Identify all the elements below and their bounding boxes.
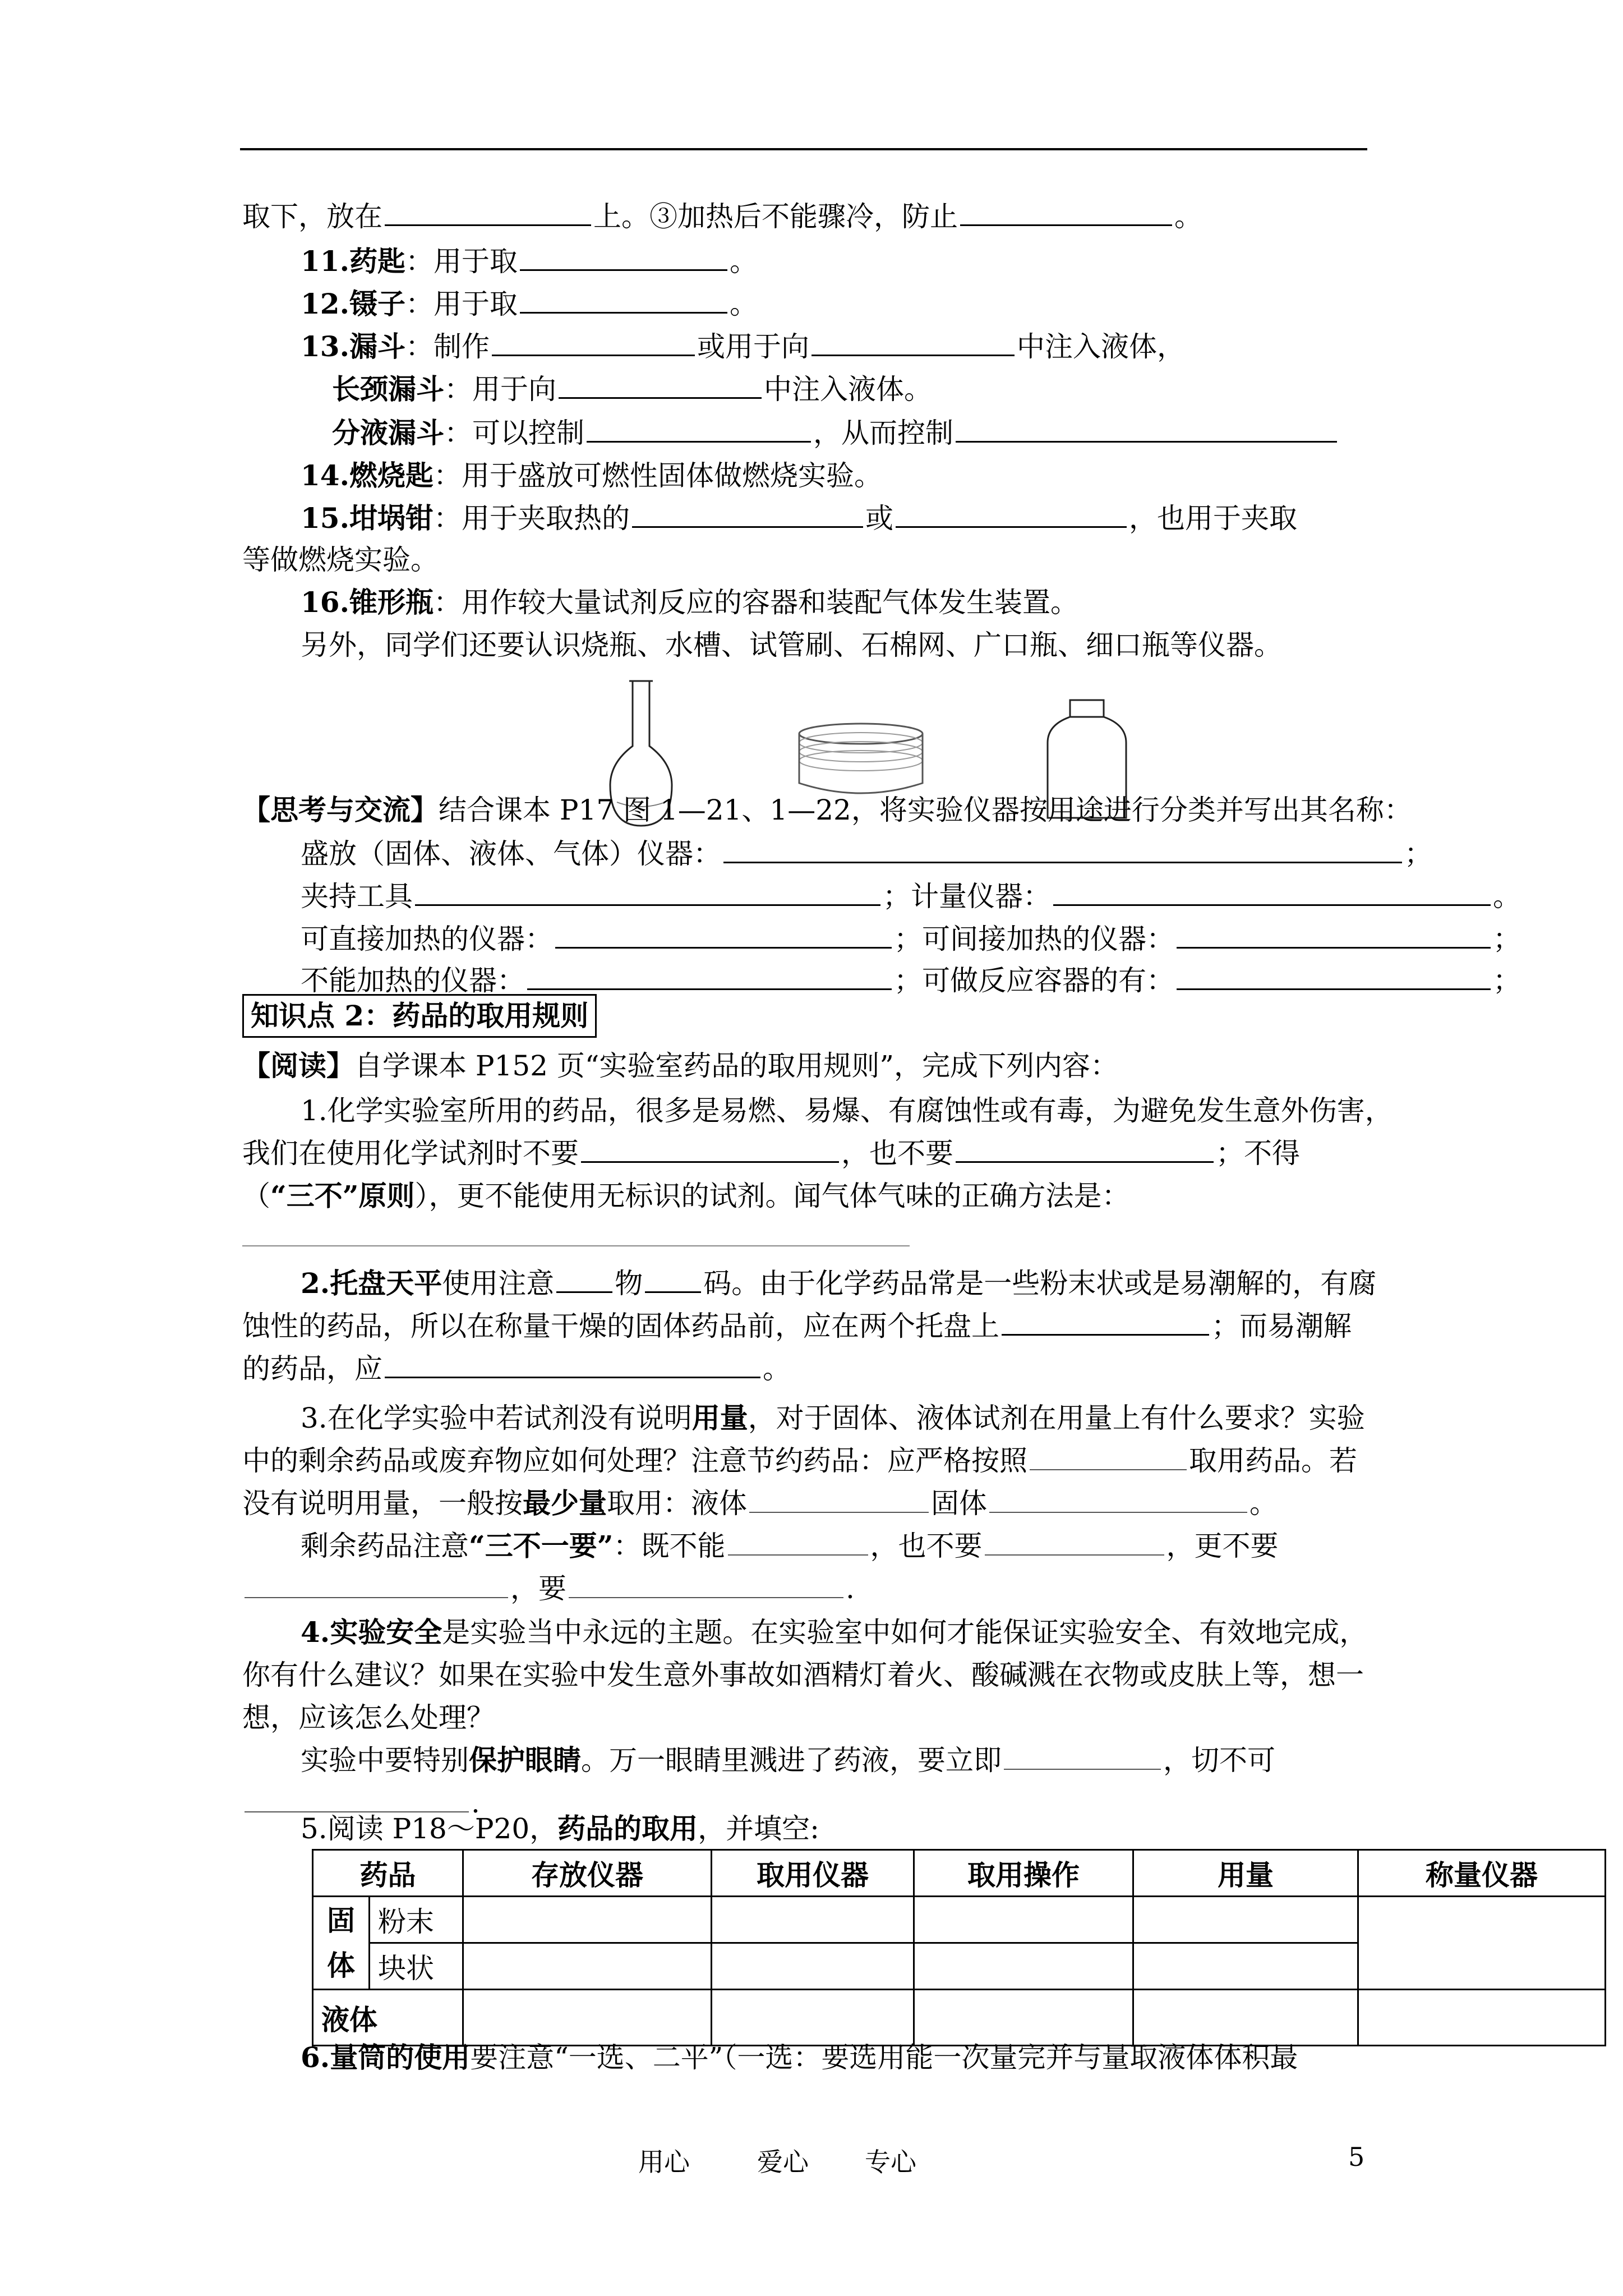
text: 。 [1249,1487,1278,1520]
line-11 [301,240,1505,283]
blank[interactable] [587,413,811,443]
line-containers [301,832,1505,875]
text: 物 [615,1267,643,1300]
blank[interactable] [985,1526,1164,1556]
line-15-cont [242,539,1505,581]
line-q1b [242,1132,1505,1175]
text: ，并填空: [698,1812,819,1845]
blank[interactable] [645,1263,701,1293]
text: 码。由于化学药品常是一些粉末状或是易潮解的，有腐 [703,1267,1377,1300]
item-title: 燃烧匙 [349,459,434,492]
line-q3d [301,1525,1505,1567]
text: 。 [730,245,758,278]
line-q4a [301,1611,1505,1654]
reagent-table [312,1849,1606,2046]
line-15 [301,497,1505,540]
text: 中注入液体， [1017,330,1185,363]
blank[interactable] [1053,876,1491,906]
blank[interactable] [520,241,727,271]
col-header: 存放仪器 [463,1850,712,1897]
item-title: 锥形瓶 [349,586,434,619]
text: 是实验当中永远的主题。在实验室中如何才能保证实验安全、有效地完成， [442,1616,1368,1649]
item-title: 长颈漏斗 [332,372,444,406]
text: 取用药品。若 [1189,1444,1357,1477]
text: ：用于向 [444,373,556,406]
line-q2c [242,1347,1505,1390]
table-cell[interactable] [463,1897,712,1943]
blank[interactable] [581,1133,839,1163]
table-cell[interactable] [712,1943,914,1990]
text: 想，应该怎么处理？ [242,1701,495,1734]
blank[interactable] [956,1133,1214,1163]
text: 。 [730,288,758,320]
text: ，从而控制 [813,417,953,449]
item-title: 托盘天平 [330,1267,442,1300]
line-q3e [242,1567,1505,1610]
text: ； [1493,964,1521,997]
col-header: 用量 [1133,1850,1358,1897]
blank[interactable] [492,326,695,356]
text: 取下，放在 [242,200,382,233]
blank[interactable] [569,1569,843,1598]
table-cell[interactable] [1133,1897,1358,1943]
item-title: 漏斗 [349,330,405,363]
footer-motto-1: 用心 [638,2147,690,2177]
footer-motto-2: 爱心 [757,2147,809,2177]
text: 1.化学实验室所用的药品，很多是易燃、易爆、有腐蚀性或有毒，为避免发生意外伤害， [301,1094,1393,1127]
text: ：用于取 [405,245,518,278]
table-cell[interactable] [914,1897,1133,1943]
blank[interactable] [811,326,1015,356]
table-cell[interactable] [463,1943,712,1990]
text: 或用于向 [697,330,809,363]
text: 另外，同学们还要认识烧瓶、水槽、试管刷、石棉网、广口瓶、细口瓶等仪器。 [301,629,1282,661]
line-q4b [242,1654,1505,1696]
text: 5.阅读 P18～P20， [301,1812,558,1845]
blank[interactable] [555,919,892,949]
blank[interactable] [385,196,591,226]
water-trough-icon [796,721,925,800]
footer-motto-3: 专心 [865,2147,916,2177]
item-number: 4. [301,1616,330,1649]
item-title: 药匙 [349,245,405,278]
line-q5 [301,1807,1505,1850]
line-q3c [242,1482,1505,1525]
text: 夹持工具 [301,880,413,913]
text: ；而易潮解 [1211,1310,1352,1342]
text: ，也不要 [870,1530,983,1562]
text: 固体 [931,1487,987,1520]
text: 没有说明用量，一般按 [242,1487,523,1520]
item-title: 分液漏斗 [332,416,444,449]
item-title: 镊子 [349,287,405,320]
item-title: 实验安全 [330,1616,442,1649]
blank[interactable] [385,1349,760,1378]
text: ； [1493,923,1521,955]
blank[interactable] [749,1484,929,1513]
text: 要注意“一选、二平”（一选：要选用能一次量完并与量取液体体积最 [470,2041,1298,2074]
line-1 [242,195,1505,238]
line-q3a [301,1397,1505,1439]
text: 可直接加热的仪器： [301,923,553,955]
item-title: 坩埚钳 [349,501,434,535]
text: 中的剩余药品或废弃物应如何处理？注意节约药品：应严格按照 [242,1444,1027,1477]
blank[interactable] [960,196,1172,226]
text: ；不得 [1216,1137,1300,1170]
item-number: 12. [301,287,349,320]
blank[interactable] [415,876,880,906]
item-number: 14. [301,459,349,492]
line-14 [301,454,1505,497]
line-heat-direct [301,918,1521,960]
text: 实验中要特别 [301,1744,469,1777]
line-read [242,1045,1505,1087]
text: ：用于取 [405,288,518,320]
row-label: 粉末 [370,1897,463,1943]
row-label: 块状 [370,1943,463,1990]
text: 结合课本 P17 图 1—21、1—22，将实验仪器按用途进行分类并写出其名称： [439,794,1412,826]
text: 。万一眼睛里溅进了药液，要立即 [581,1744,1002,1777]
table-header-row [313,1850,1606,1897]
text: 自学课本 P152 页“实验室药品的取用规则”，完成下列内容： [354,1050,1118,1082]
line-holding-tools [301,875,1521,918]
emphasis: “三不”原则 [270,1179,415,1212]
table-cell[interactable] [1133,1943,1358,1990]
answer-line[interactable] [242,1245,910,1246]
line-long-funnel [332,368,1505,411]
blank[interactable] [520,284,727,314]
text: 3.在化学实验中若试剂没有说明 [301,1402,692,1434]
item-number: 11. [301,245,349,278]
text: 等做燃烧实验。 [242,544,439,576]
row-label: 液体 [313,1990,463,2046]
text: ，切不可 [1163,1744,1275,1777]
blank[interactable] [559,369,762,399]
blank[interactable] [896,498,1127,528]
emphasis: “三不一要” [469,1529,614,1562]
item-number: 2. [301,1267,330,1300]
section-heading: 知识点 2：药品的取用规则 [242,994,597,1038]
item-number: 6. [301,2041,330,2074]
text: ：用作较大量试剂反应的容器和装配气体发生装置。 [434,586,1078,619]
emphasis: 最少量 [523,1487,607,1520]
text: ：可以控制 [444,417,584,449]
table-cell[interactable] [712,1897,914,1943]
blank[interactable] [632,498,863,528]
line-q2a [301,1262,1505,1305]
text: （ [242,1180,270,1212]
blank[interactable] [1004,1741,1161,1770]
blank[interactable] [1177,919,1491,949]
text: 的药品，应 [242,1352,382,1385]
text: 固 [327,1903,355,1937]
text: ），更不能使用无标识的试剂。闻气体气味的正确方法是： [414,1180,1130,1212]
table-row [313,1897,1606,1943]
text: 你有什么建议？如果在实验中发生意外事故如酒精灯着火、酸碱溅在衣物或皮肤上等，想一 [242,1659,1364,1691]
text: ，要 [510,1572,566,1605]
item-number: 16. [301,586,349,619]
line-q4d [301,1739,1505,1782]
blank[interactable] [556,1263,612,1293]
text: 。 [763,1352,791,1385]
line-12 [301,283,1505,325]
emphasis: 保护眼睛 [469,1743,581,1777]
text: 上。③加热后不能骤冷，防止 [593,200,958,233]
blank[interactable] [1002,1306,1209,1336]
item-number: 15. [301,501,349,535]
blank[interactable] [728,1526,868,1556]
line-separatory-funnel [332,412,1505,454]
item-number: 13. [301,330,349,363]
text: ，也不要 [841,1137,953,1170]
line-others [301,624,1505,666]
blank[interactable] [1030,1441,1187,1470]
col-header: 取用操作 [914,1850,1133,1897]
item-title: 量筒的使用 [330,2041,471,2074]
text: ：制作 [405,330,490,363]
blank[interactable] [956,413,1337,443]
text: 或 [865,502,893,535]
line-13 [301,325,1505,368]
text: 剩余药品注意 [301,1530,469,1562]
text: ：既不能 [613,1530,726,1562]
blank[interactable] [723,834,1402,863]
col-header: 称量仪器 [1358,1850,1606,1897]
col-header: 药品 [313,1850,463,1897]
text: 。 [1493,880,1521,913]
line-q1c [242,1175,1505,1217]
text: 体 [327,1948,355,1982]
emphasis: 药品的取用 [557,1812,698,1845]
table-cell[interactable] [914,1943,1133,1990]
page-number: 5 [1348,2142,1365,2172]
table-cell[interactable] [1358,1897,1606,1990]
text: 我们在使用化学试剂时不要 [242,1137,579,1170]
text: 取用：液体 [607,1487,747,1520]
text: ，对于固体、液体试剂在用量上有什么要求？实验 [748,1402,1365,1434]
text: 中注入液体。 [764,373,932,406]
text: ：用于盛放可燃性固体做燃烧实验。 [434,459,882,492]
line-think [242,789,1505,831]
line-16 [301,581,1505,624]
text: . [846,1572,855,1605]
section-label: 【思考与交流】 [242,793,439,826]
text: ；计量仪器： [883,880,1051,913]
line-q6 [301,2036,1505,2079]
text: ，也用于夹取 [1129,502,1297,535]
line-q4c [242,1696,1505,1739]
text: ； [1404,838,1432,870]
text: . [471,1787,480,1819]
col-header: 取用仪器 [712,1850,914,1897]
text: 盛放（固体、液体、气体）仪器： [301,838,721,870]
text: ，更不要 [1166,1530,1279,1562]
header-rule [240,148,1367,150]
line-q1a [301,1089,1505,1132]
line-q3b [242,1439,1505,1482]
text: 。 [1174,200,1202,233]
emphasis: 用量 [691,1401,748,1434]
text: ；可间接加热的仪器： [894,923,1174,955]
blank[interactable] [245,1569,508,1598]
blank[interactable] [989,1484,1247,1513]
text: 蚀性的药品，所以在称量干燥的固体药品前，应在两个托盘上 [242,1310,999,1342]
section-label: 【阅读】 [242,1049,354,1082]
text: ；可做反应容器的有： [894,964,1174,997]
text: 不能加热的仪器： [301,964,525,997]
text: ：用于夹取热的 [434,502,630,535]
blank[interactable] [1177,960,1491,990]
line-q2b [242,1305,1505,1347]
row-group-label [313,1897,370,1990]
blank[interactable] [527,960,892,990]
text: 使用注意 [442,1267,555,1300]
